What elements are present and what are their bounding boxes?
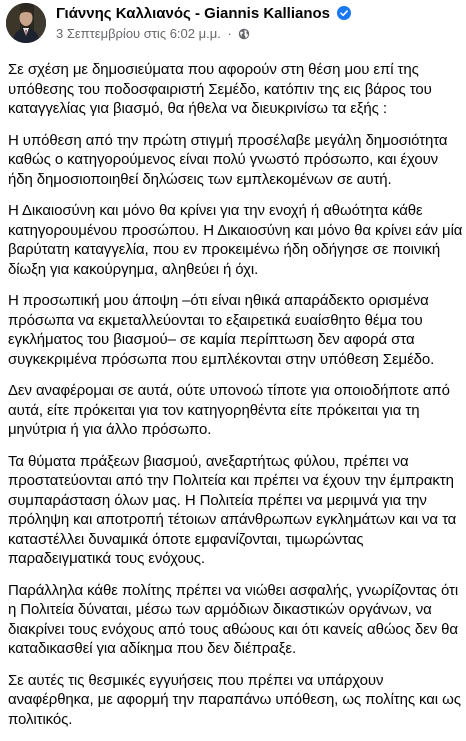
post-paragraph: Δεν αναφέρομαι σε αυτά, ούτε υπονοώ τίποτε για οποιοδήποτε από αυτά, είτε πρόκειται για τον κατηγορηθέντα είτε πρόκειται για τη μηνύτρια ή για άλλο πρόσωπο. [8, 382, 450, 438]
post-header [0, 0, 466, 52]
post-paragraph: Η Δικαιοσύνη και μόνο θα κρίνει για την ενοχή ή αθωότητα κάθε κατηγορουμένου προσώπου. Η Δικαιοσύνη και μόνο θα κρίνει εάν μία βαρύτατη καταγγελία, που εν προκειμένω ήδη οδήγησε σε ποινική δίωξη για κακούργημα, αληθεύει ή όχι. [8, 202, 463, 278]
post-paragraph: Η προσωπική μου άποψη –ότι είναι ηθικά απαράδεκτο ορισμένα πρόσωπα να εκμεταλλεύονται το εξαιρετικά ευαίσθητο θέμα του εγκλήματος του βιασμού– σε καμία περίπτωση δεν αφορά στα συγκεκριμένα πρόσωπα που εμπλέκονται στην υπόθεση Σεμέδο. [8, 292, 435, 368]
post-meta [56, 25, 250, 43]
post-body [8, 60, 463, 741]
post-paragraph: Σε σχέση με δημοσιεύματα που αφορούν στη θέση μου επί της υπόθεσης του ποδοσφαιριστή Σεμέδο, κατόπιν της εις βάρος του καταγγελίας για βιασμό, θα ήθελα να διευκρινίσω τα εξής : [8, 61, 432, 117]
post-paragraph: Η υπόθεση από την πρώτη στιγμή προσέλαβε μεγάλη δημοσιότητα καθώς ο κατηγορούμενος είναι πολύ γνωστό πρόσωπο, και έχουν ήδη δημοσιοποιηθεί δηλώσεις των εμπλεκομένων σε αυτή. [8, 131, 448, 188]
author-avatar[interactable] [6, 3, 46, 43]
meta-separator: · [227, 26, 232, 41]
author-line [56, 4, 351, 24]
post-timestamp-link[interactable]: 3 Σεπτεμβρίου στις 6:02 μ.μ. [56, 26, 221, 41]
post-paragraph: Σε αυτές τις θεσμικές εγγυήσεις που πρέπει να υπάρχουν αναφέρθηκα, με αφορμή την παραπάνω υπόθεση, ως πολίτης και ως πολιτικός. [8, 671, 461, 728]
person-avatar-icon [6, 3, 46, 43]
post-paragraph: Τα θύματα πράξεων βιασμού, ανεξαρτήτως φύλου, πρέπει να προστατεύονται από την Πολιτεία και πρέπει να έχουν την έμπρακτη συμπαράσταση όλων μας. Η Πολιτεία πρέπει να μεριμνά για την πρόληψη και αποτροπή τέτοιων απάνθρωπων εγκλημάτων και να τα καταστέλλει δυναμικά όποτε εμφανίζονται, τιμωρώντας παραδειγματικά τους ενόχους. [8, 452, 457, 567]
author-name-link[interactable]: Γιάννης Καλλιανός - Giannis Kallianos [56, 5, 331, 23]
globe-icon[interactable] [238, 28, 250, 40]
post-paragraph: Παράλληλα κάθε πολίτης πρέπει να νιώθει ασφαλής, γνωρίζοντας ότι η Πολιτεία δύναται, μέσω των αρμόδιων δικαστικών οργάνων, να διακρίνει τους ενόχους από τους αθώους και ότι κανείς αθώος δεν θα καταδικασθεί για αδίκημα που δεν διέπραξε. [8, 581, 459, 657]
verified-badge-icon [337, 6, 351, 20]
